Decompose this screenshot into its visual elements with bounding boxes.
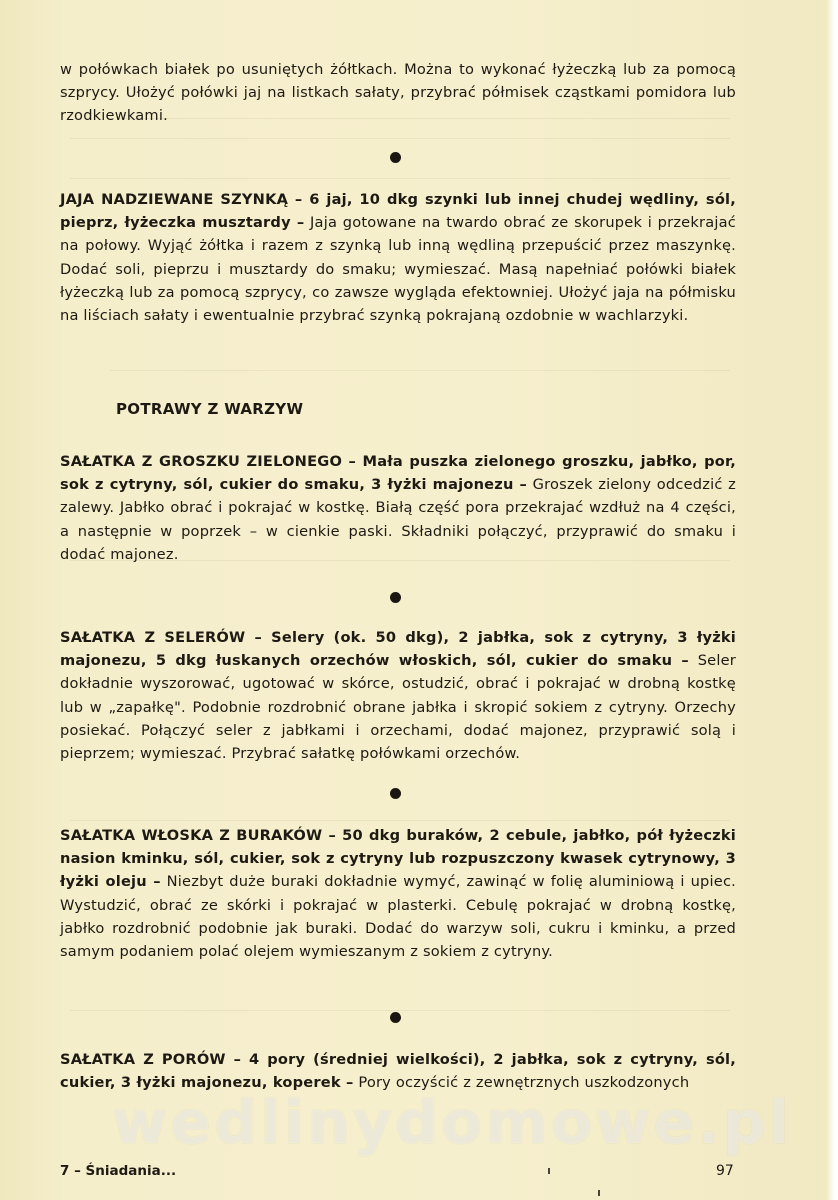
watermark: wedlinydomowe.pl bbox=[112, 1088, 793, 1158]
page-number: 97 bbox=[716, 1163, 734, 1179]
recipe-eggs-ham bbox=[60, 188, 736, 327]
intro-text: w połówkach białek po usuniętych żółtkach. Można to wykonać łyżeczką lub za pomocą szprycy. Ułożyć połówki jaj na listkach sałaty, przybrać półmisek cząstkami pomidora lub rzodkiewkami. bbox=[60, 61, 736, 125]
recipe-body: Seler dokładnie wyszorować, ugotować w skórce, ostudzić, obrać i pokrajać w drobną kostkę lub w „zapałkę". Podobnie rozdrobnić obrane jabłka i skropić sokiem z cytryny. Orzechy posiekać. Połączyć seler z jabłkami i orzechami, dodać majonez, przyprawić solą i pieprzem; wymieszać. Przybrać sałatkę połówkami orzechów. bbox=[60, 652, 736, 763]
recipe-body: Pory oczyścić z zewnętrznych uszkodzonych bbox=[358, 1074, 690, 1092]
recipe-title: SAŁATKA Z GROSZKU ZIELONEGO – Mała puszka zielonego groszku, jabłko, por, sok z cytryny, sól, cukier do smaku, 3 łyżki majonezu – bbox=[60, 453, 736, 494]
recipe-text bbox=[60, 450, 736, 566]
recipe-body: Groszek zielony odcedzić z zalewy. Jabłko obrać i pokrajać w kostkę. Białą część pora przekrajać wzdłuż na 4 części, a następnie w poprzek – w cienkie paski. Składniki połączyć, przyprawić do smaku i dodać majonez. bbox=[60, 476, 737, 563]
recipe-body: Niezbyt duże buraki dokładnie wymyć, zawinąć w folię aluminiową i upiec. Wystudzić, obrać ze skórki i pokrajać w plasterki. Cebulę pokrajać w drobną kostkę, jabłko rozdrobnić podobnie jak buraki. Dodać do warzyw soli, cukru i kminku, a przed samym podaniem polać olejem wymieszanym z sokiem z cytryny. bbox=[60, 873, 737, 961]
recipe-celery-salad bbox=[60, 626, 736, 765]
bleed-through-line bbox=[70, 178, 730, 179]
bleed-through-line bbox=[70, 138, 730, 139]
separator-dot bbox=[390, 592, 401, 603]
recipe-title: SAŁATKA WŁOSKA Z BURAKÓW – 50 dkg buraków, 2 cebule, jabłko, pół łyżeczki nasion kminku, sól, cukier, sok z cytryny lub rozpuszczony kwasek cytrynowy, 3 łyżki oleju – bbox=[60, 827, 736, 891]
recipe-beet-salad bbox=[60, 824, 736, 963]
bleed-through-line bbox=[70, 1010, 730, 1011]
separator-dot bbox=[390, 1012, 401, 1023]
print-mark bbox=[598, 1190, 600, 1196]
intro-paragraph bbox=[60, 58, 736, 128]
print-mark bbox=[548, 1168, 550, 1174]
recipe-text bbox=[60, 824, 736, 963]
section-heading: POTRAWY Z WARZYW bbox=[116, 400, 304, 418]
page-edge bbox=[826, 0, 838, 1200]
chapter-footer: 7 – Śniadania... bbox=[60, 1163, 177, 1179]
separator-dot bbox=[390, 152, 401, 163]
recipe-title: SAŁATKA Z SELERÓW – Selery (ok. 50 dkg), 2 jabłka, sok z cytryny, 3 łyżki majonezu, 5 dkg łuskanych orzechów włoskich, sól, cukier do smaku – bbox=[60, 629, 736, 670]
recipe-text bbox=[60, 188, 736, 327]
recipe-title: JAJA NADZIEWANE SZYNKĄ – 6 jaj, 10 dkg szynki lub innej chudej wędliny, sól, pieprz, łyżeczka musztardy – bbox=[60, 191, 736, 232]
bleed-through-line bbox=[70, 820, 730, 821]
recipe-body: Jaja gotowane na twardo obrać ze skorupek i przekrajać na połowy. Wyjąć żółtka i razem z szynką lub inną wędliną przepuścić przez maszynkę. Dodać soli, pieprzu i musztardy do smaku; wymieszać. Masą napełniać połówki białek łyżeczką lub za pomocą szprycy, co zawsze wygląda efektowniej. Ułożyć jaja na półmisku na liściach sałaty i ewentualnie przybrać szynką pokrajaną ozdobnie w wachlarzyki. bbox=[60, 214, 736, 325]
bleed-through-line bbox=[110, 370, 730, 371]
recipe-title: SAŁATKA Z PORÓW – 4 pory (średniej wielkości), 2 jabłka, sok z cytryny, sól, cukier, 3 łyżki majonezu, koperek – bbox=[60, 1051, 736, 1092]
separator-dot bbox=[390, 788, 401, 799]
recipe-text bbox=[60, 626, 736, 765]
recipe-pea-salad bbox=[60, 450, 736, 566]
